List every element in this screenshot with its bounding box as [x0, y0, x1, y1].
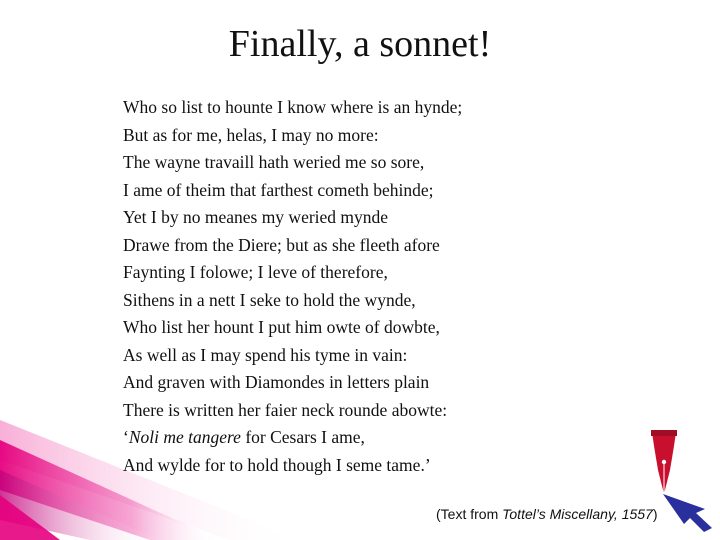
poem-line: Sithens in a nett I seke to hold the wynde, — [123, 289, 416, 310]
poem-line: There is written her faier neck rounde abowte: — [123, 399, 448, 420]
poem-line: Yet I by no meanes my weried mynde — [123, 207, 389, 227]
poem-line: And graven with Diamondes in letters plain — [123, 372, 430, 392]
citation-suffix: ) — [652, 506, 658, 522]
slide-title: Finally, a sonnet! — [228, 23, 492, 65]
poem-line: But as for me, helas, I may no more: — [123, 124, 379, 145]
poem — [123, 94, 462, 479]
latin-phrase: Noli me tangere — [128, 427, 241, 447]
pen-nib-icon — [651, 430, 677, 494]
line-rest: for Cesars I ame, — [240, 427, 365, 447]
arrow-icon — [663, 494, 712, 532]
open-quote: ‘ — [123, 427, 129, 447]
poem-line: The wayne travaill hath weried me so sore, — [123, 152, 425, 172]
poem-line — [123, 424, 462, 452]
citation — [436, 506, 658, 522]
poem-line: And wylde for to hold though I seme tame.’ — [123, 454, 431, 475]
poem-line: As well as I may spend his tyme in vain: — [123, 344, 408, 365]
poem-line: Who list her hount I put him owte of dowbte, — [123, 317, 440, 337]
citation-prefix: (Text from — [436, 506, 503, 522]
poem-line: Drawe from the Diere; but as she fleeth afore — [123, 234, 440, 255]
poem-line: Faynting I folowe; I leve of therefore, — [123, 262, 388, 282]
poem-line: Who so list to hounte I know where is an hynde; — [123, 97, 463, 117]
poem-line: I ame of theim that farthest cometh behinde; — [123, 179, 434, 200]
citation-source: Tottel’s Miscellany, 1557 — [502, 506, 653, 522]
